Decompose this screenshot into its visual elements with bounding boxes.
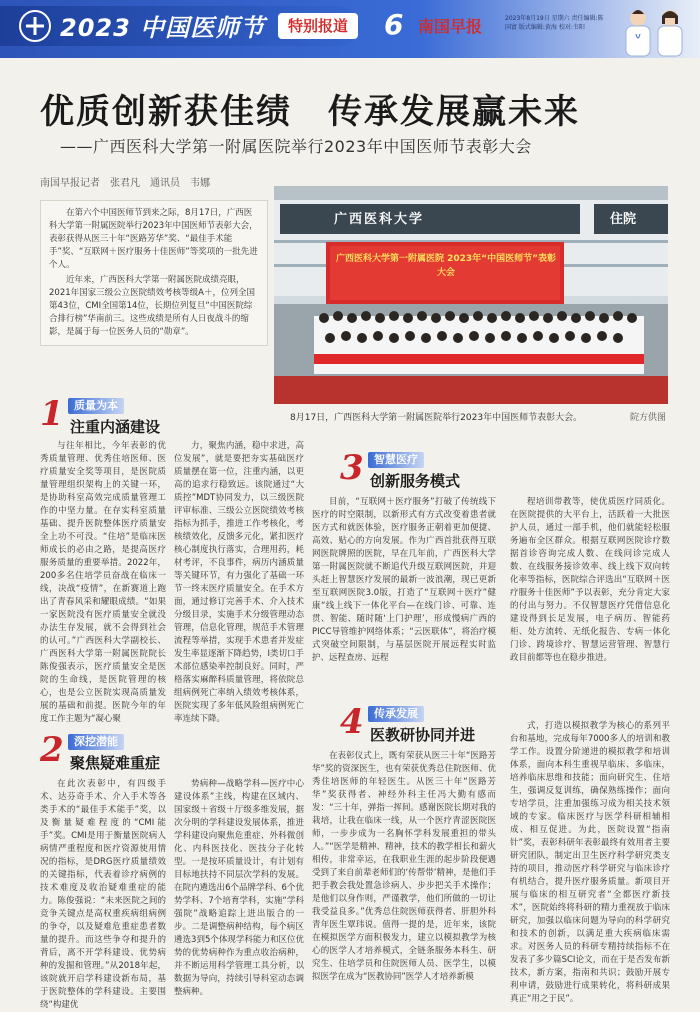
building-sign: 广西医科大学 — [334, 212, 425, 227]
ceremony-photo — [274, 186, 668, 404]
hospital-logo-icon — [18, 9, 52, 43]
section-tag: 质量为本 — [68, 398, 124, 414]
body-paragraph: 在表彰仪式上，既有荣获从医三十年“医路芳华”奖的资深医生，也有荣获优秀总住院医师、优秀住培医师的年轻医生。从医三十年“医路芳华”奖获得者、神经外科主任冯大勤有感而发：“三十年，弹指一挥间。感谢医院长期对我的栽培，让我在临床一线，从一个医疗青涩医院医师，一步步成为一名胸怀学科发展重担的带头人。”“医学是精神、精神，技术的教学相长和薪火相传，非常幸运，在我职业生涯的起步阶段便遇受到了来自前辈老师们的‘传帮带’精神，是他们手把手教会我处置急诊病人、步步把关手术操作；是他们以身作则，严谨教学，他们所做的一切让我受益良多。”优秀总住院医师获得者、肝胆外科青年医生覃玮说。值得一提的是，近年来，该院在模拟医学方面积极发力，建立以模拟教学为核心的医学人才培养模式，全链条服务本科生、研究生、住培学员和住院医师人员、医学生，以模拟医学在成为“医教协同”医学人才培养新模 — [312, 751, 496, 982]
section-2-header — [40, 732, 260, 772]
subheadline: ——广西医科大学第一附属医院举行2023年中国医师节表彰大会 — [60, 137, 532, 156]
body-paragraph: 与往年相比，今年表彰的优秀质量管理、优秀住培医师、医疗质量安全奖等项目，是医院质量管理组织架构上的关键一环，是协助科室高效完成质量管理工作的中坚力量。在存实科室质量基础、提升医院整体医疗质量安全上功不可没。“住培”是临床医师成长的必由之路，是提高医疗服务质量的重要举措。2022年，200多名住培学员奋战在临床一线，决战“疫情”，在新赛道上跑出了青春风采和耀眼成绩。“如果一家医院没有医疗质量安全就没办法生存发展，就不会得到社会的认可。”广西医科大学副校长、广西医科大学第一附属医院院长陈俊强表示，医疗质量安全是医院的生命线，是医院管理的核心，也是公立医院实现高质量发展的基础和前提。医院今年的年度工作主题为“凝心聚 — [40, 441, 166, 724]
intro-box — [40, 200, 268, 346]
section-tag: 深挖潜能 — [68, 734, 124, 750]
body-paragraph: 势病种—战略学科—医疗中心建设体系”主线，构建在区域内、国家级＋省级＋厅级多维发展，据次分明的学科建设发展体系，推进学科建设向聚焦危重症、外科微创化、内科医技化、医技分子化转型。一是按环质量设计，有计划有目标地扶持不同层次学科的发展。在院内遴选出6个品牌学科、6个优势学科、7个培育学科，实施“学科强院”战略追踪上进出版合的一步。二是调整病种结构，每个病区遴选3到5个体现学科能力和区位优势的优势病种作为重点收治病种，并不断运用科学管理工具分析，以数据为导向，持续引导科室动态调整病种。 — [174, 779, 304, 997]
section-number: 1 — [40, 394, 64, 434]
intro-paragraph: 近年来，广西医科大学第一附属医院成绩亮眼，2021年国家三级公立医院绩效考核等级A＋，位列全国第43位，CMI全国第14位，长期位列复旦“中国医院综合排行榜”华南前三。这些成绩是所有人日夜战斗的缩影，是属于每一位医务人员的“勋章”。 — [49, 275, 255, 337]
section-number: 3 — [340, 448, 364, 488]
section-4-col-a — [312, 750, 496, 994]
section-tag: 传承发展 — [368, 706, 424, 722]
section-1-col-b — [174, 440, 304, 722]
section-tag: 智慧医疗 — [368, 452, 424, 468]
headline: 优质创新获佳绩 传承发展赢未来 — [40, 92, 580, 132]
newspaper-name: 南国早报 — [418, 17, 483, 36]
stage-banner: 广西医科大学第一附属医院 2023年“中国医师节”表彰大会 — [336, 254, 557, 278]
body-paragraph: 式，打造以模拟教学为核心的系列平台和基地，完成每年7000多人的培训和教学工作。设置分阶递进的模拟教学和培训体系，面向本科生重视早临床、多临床，培养临床思维和技能；面向研究生、住培生，强调反复训练，确保熟练操作；面向专培学员，注重加强练习成为相关技术领域的专家。临床医疗与医学科研相辅相成、相互促进。为此，医院设置“指南针”奖，表彰科研年表彰最终有效用者主要研究团队，制定出卫生医疗科学研究类支持的项目，推动医疗科学研究与临床诊疗有机结合，提升医疗服务质量。新项目开展与临床的相互研究者“全都医疗新技术”，医院始终将科研的精力重视放于临床研究，加强以临床问题为导向的科学研究和技术的创新，以满足重大疾病临床需求。对医务人员的科研专精持续指标不在发表了多少篇SCI论文，而在于是否发布新技术，新方案，指南和共识；鼓励开展专利申请，鼓励进行成果转化，将科研成果真正“用之于民”。 — [510, 721, 670, 1004]
body-paragraph: 在此次表彰中，有四级手术、达芬奇手术、介入手术等各类手术的“最佳手术能手”奖，以及衡量疑难程度的“CMI能手”奖。CMI是用于衡量医院病人病情严重程度和医疗资源使用情况的指标，是DRG医疗质量绩效的关键指标，代表着诊疗病例的技术难度及收治疑难重症的能力。陈俊强说：“未来医院之间的竞争关键点是高权重疾病组病例的争夺，以及疑难危重症患者数量的提升。而这些争夺和提升的背后，离不开学科建设、优势病种的发掘和管理。”从2018年起，该院就开启学科建设新布局，基于医院整体的学科建设。主要围绕“构建优 — [40, 779, 166, 1010]
section-2-col-b — [174, 778, 304, 997]
body-paragraph: 力，聚焦内涵，稳中求进，高位发展”，就是要把夯实基础医疗质量摆在第一位，注重内涵，以更高的追求行稳致远。该院通过“大质控”MDT协同发力，以三级医院评审标准、三级公立医院绩效考核指标为抓手，推进工作考核化，考核绩效化，反馈多元化，紧扣医疗核心制度执行落实，合理用药，耗材考评，不良事件，病历内涵质量等关键环节，有力强化了基础一环节一终末医疗质量安全。在手术方面，通过修订完善手术、介入技术分级目录，实施手术分级管理动态管理，信息化管理，规范手术管理流程等举措，实现手术患者并发症发生率显逐渐下降趋势，I类切口手术部位感染率控制良好。同时，严格落实麻醉科质量管理，将依院总组病例死亡率纳入绩效考核体系，医院实现了多年低风险组病例死亡率连续下降。 — [174, 441, 305, 724]
header-banner — [0, 0, 700, 58]
section-title: 注重内涵建设 — [70, 418, 161, 436]
section-title: 创新服务模式 — [370, 472, 461, 490]
page-number: 6 — [384, 8, 404, 41]
section-3-col-a — [312, 496, 496, 692]
doctors-illustration-icon — [612, 4, 696, 56]
section-1-header — [40, 396, 260, 436]
section-1-col-a — [40, 440, 166, 722]
photo-credit: 院方供图 — [629, 413, 666, 423]
building-sign-2: 住院 — [610, 212, 637, 227]
edition-meta: 2023年8月19日 星期六 责任编辑:陈国富 版式编辑:黄海 校对:韦阳 — [505, 15, 604, 31]
banner-title: 2023 中国医师节 — [60, 14, 266, 42]
section-3-col-b — [510, 496, 670, 692]
intro-paragraph: 在第六个中国医师节到来之际，8月17日，广西医科大学第一附属医院举行2023年中国医师节表彰大会，表彰获得从医三十年“医路芳华”奖、“最佳手术能手”奖、“互联网＋医疗服务十佳医师”等奖项的一批先进个人。 — [49, 208, 258, 270]
section-number: 4 — [340, 702, 364, 742]
special-report-badge: 特别报道 — [278, 13, 358, 39]
body-paragraph: 程培训带教等，使优质医疗同质化。在医院提供的大平台上，活跃着一大批医护人员，通过一部手机，他们就能轻松服务遍布全区群众。根据互联网医院诊疗数据首诊咨询完成人数、在线问诊完成人数、在线服务接诊效率、线上线下双向转化率等指标，医院综合评选出“互联网＋医疗服务十佳医师”予以表彰，充分肯定大家的付出与努力。不仅智慧医疗凭借信息化建设得到长足发展，电子病历、智能药柜、处方流转、无纸化报告、专病一体化门诊、跨境诊疗、智慧运营管理、智慧行政目前都等也在稳步推进。 — [510, 497, 670, 663]
body-paragraph: 目前，“互联网＋医疗服务”打破了传统线下医疗的时空限制，以新形式有方式改变着患者就医方式和就医体验，医疗服务正朝着更加便捷、高效、贴心的方向发展。作为广西首批获得互联网医院牌照的医院，早在几年前，广西医科大学第一附属医院就不断追代升级互联网医院，并迎头赶上智慧医疗发展的最新一波浪潮，现已更新至互联网医院3.0版，打造了“互联网＋医疗”健康“线上线下一体化平台—在线门诊、可靠、连贯、智能、随时随‘上门护理’，形成慢病广西的PICC导管维护网络体系；“云医联体”，将治疗模式突破空间限制，与基层医院开展远程实时监护、远程查房、远程 — [312, 497, 496, 663]
section-2-col-a — [40, 778, 166, 1010]
section-3-header — [340, 450, 580, 490]
photo-caption: 8月17日，广西医科大学第一附属医院举行2023年中国医师节表彰大会。 — [290, 413, 583, 423]
section-number: 2 — [40, 730, 64, 770]
byline: 南国早报记者 张君凡 通讯员 韦娜 — [40, 178, 210, 189]
section-title: 医教研协同并进 — [370, 726, 476, 744]
section-4-col-b — [510, 720, 670, 1004]
section-title: 聚焦疑难重症 — [70, 754, 161, 772]
